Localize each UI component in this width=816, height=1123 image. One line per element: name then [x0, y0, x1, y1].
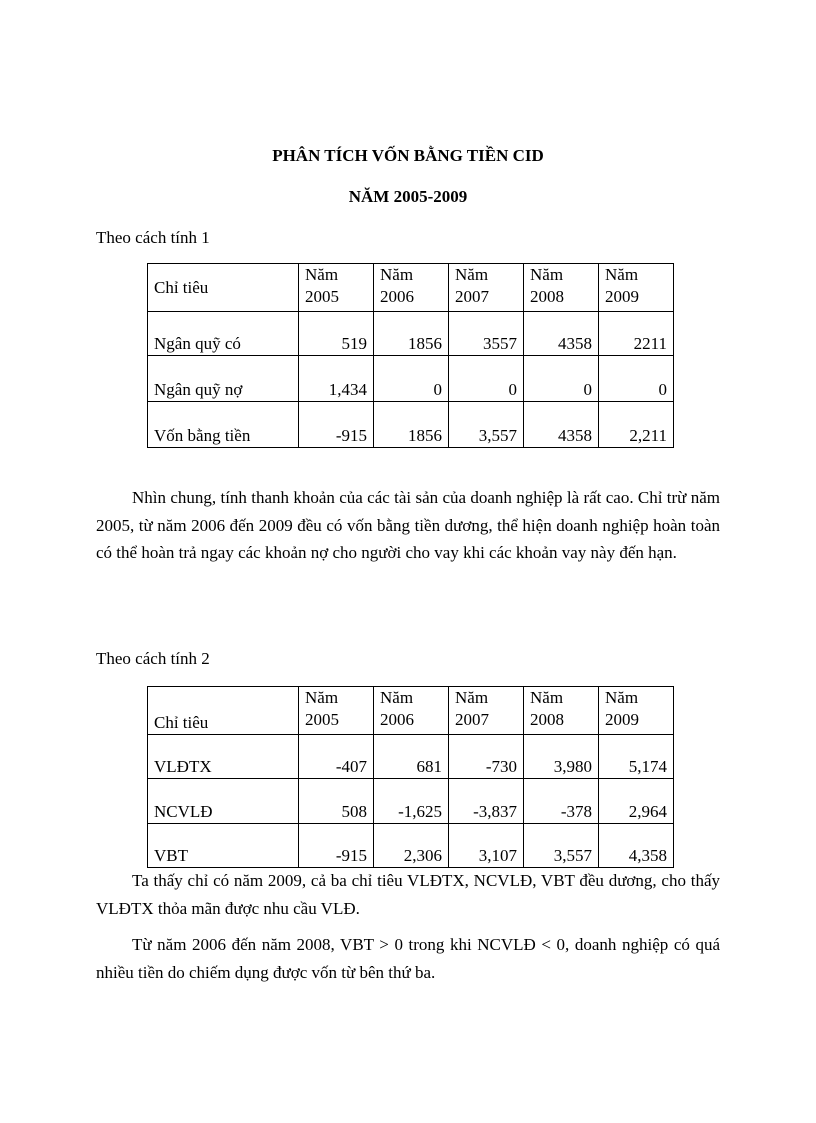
- header-cell-indicator: Chỉ tiêu: [148, 687, 299, 735]
- table-row: [148, 312, 674, 356]
- table-method-2: [147, 686, 674, 868]
- value-cell: 0: [449, 356, 524, 402]
- value-cell: 4,358: [599, 824, 674, 868]
- table-row: [148, 824, 674, 868]
- value-cell: 1856: [374, 402, 449, 448]
- value-cell: -3,837: [449, 779, 524, 824]
- value-cell: -407: [299, 735, 374, 779]
- value-cell: -1,625: [374, 779, 449, 824]
- value-cell: 2,211: [599, 402, 674, 448]
- header-cell-year: Năm 2006: [374, 687, 449, 735]
- page-subtitle: NĂM 2005-2009: [348, 187, 468, 206]
- header-cell-year: Năm 2005: [299, 264, 374, 312]
- table-row: [148, 779, 674, 824]
- value-cell: 3,557: [449, 402, 524, 448]
- value-cell: -730: [449, 735, 524, 779]
- table-row: [148, 735, 674, 779]
- section2-label: Theo cách tính 2: [96, 649, 210, 668]
- header-cell-year: Năm 2005: [299, 687, 374, 735]
- header-cell-year: Năm 2009: [599, 687, 674, 735]
- value-cell: 681: [374, 735, 449, 779]
- row-label: Vốn bằng tiền: [148, 402, 299, 448]
- value-cell: 3,557: [524, 824, 599, 868]
- row-label: Ngân quỹ có: [148, 312, 299, 356]
- value-cell: 2,964: [599, 779, 674, 824]
- header-cell-year: Năm 2008: [524, 687, 599, 735]
- header-cell-year: Năm 2006: [374, 264, 449, 312]
- value-cell: 508: [299, 779, 374, 824]
- row-label: NCVLĐ: [148, 779, 299, 824]
- paragraph-conclusion-2: Từ năm 2006 đến năm 2008, VBT > 0 trong khi NCVLĐ < 0, doanh nghiệp có quá nhiều tiền do chiếm dụng được vốn từ bên thứ ba.: [96, 935, 720, 982]
- header-cell-year: Năm 2008: [524, 264, 599, 312]
- value-cell: 1,434: [299, 356, 374, 402]
- value-cell: 0: [524, 356, 599, 402]
- page-title: PHÂN TÍCH VỐN BẰNG TIỀN CID: [272, 146, 544, 165]
- value-cell: 0: [599, 356, 674, 402]
- paragraph-liquidity: Nhìn chung, tính thanh khoản của các tài sản của doanh nghiệp là rất cao. Chỉ trừ năm 2005, từ năm 2006 đến 2009 đều có vốn bằng tiền dương, thể hiện doanh nghiệp hoàn toàn có thể hoàn trả ngay các khoản nợ cho người cho vay khi các khoản vay này đến hạn.: [96, 488, 720, 562]
- header-cell-year: Năm 2007: [449, 264, 524, 312]
- value-cell: 3557: [449, 312, 524, 356]
- value-cell: 1856: [374, 312, 449, 356]
- row-label: Ngân quỹ nợ: [148, 356, 299, 402]
- row-label: VLĐTX: [148, 735, 299, 779]
- table-row: [148, 356, 674, 402]
- value-cell: -378: [524, 779, 599, 824]
- value-cell: 3,107: [449, 824, 524, 868]
- value-cell: 4358: [524, 402, 599, 448]
- value-cell: 2,306: [374, 824, 449, 868]
- header-cell-indicator: Chỉ tiêu: [148, 264, 299, 312]
- paragraph-conclusion-1: Ta thấy chỉ có năm 2009, cả ba chỉ tiêu VLĐTX, NCVLĐ, VBT đều dương, cho thấy VLĐTX thỏa mãn được nhu cầu VLĐ.: [96, 871, 720, 918]
- row-label: VBT: [148, 824, 299, 868]
- table-row: [148, 402, 674, 448]
- header-cell-year: Năm 2007: [449, 687, 524, 735]
- value-cell: -915: [299, 402, 374, 448]
- section1-label: Theo cách tính 1: [96, 228, 210, 247]
- value-cell: 4358: [524, 312, 599, 356]
- header-cell-year: Năm 2009: [599, 264, 674, 312]
- value-cell: 2211: [599, 312, 674, 356]
- value-cell: 0: [374, 356, 449, 402]
- value-cell: 5,174: [599, 735, 674, 779]
- value-cell: 519: [299, 312, 374, 356]
- value-cell: -915: [299, 824, 374, 868]
- value-cell: 3,980: [524, 735, 599, 779]
- table-method-1: [147, 263, 674, 448]
